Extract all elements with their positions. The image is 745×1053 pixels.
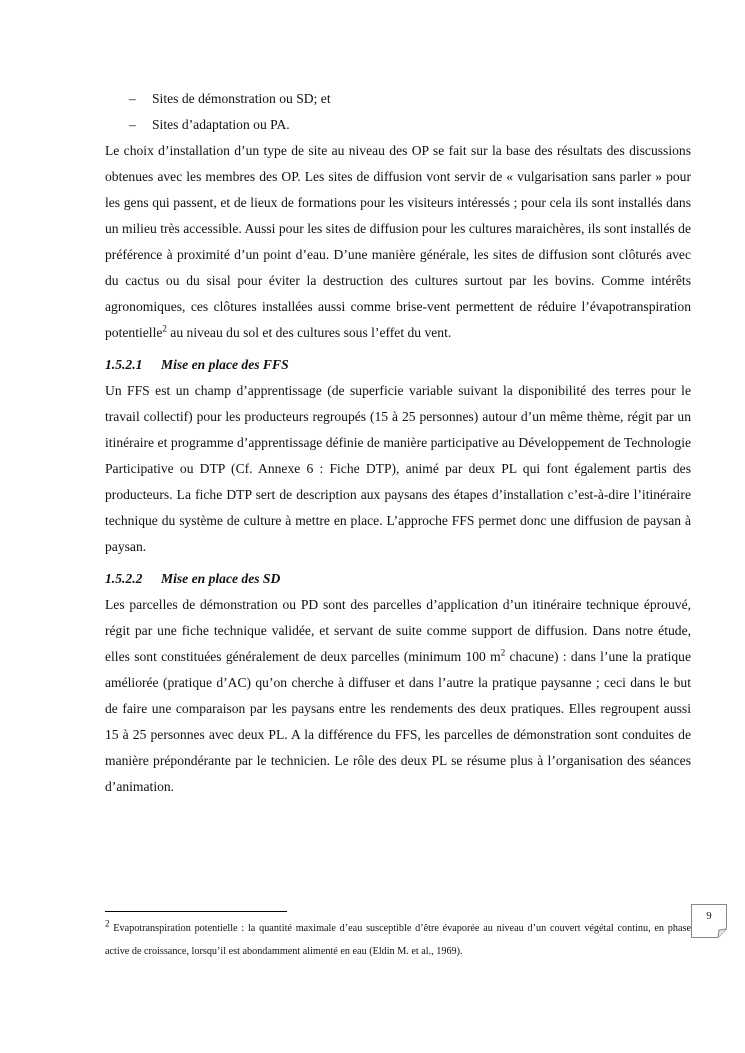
sd-text: Les parcelles de démonstration ou PD sont des parcelles d’application d’un itinéraire technique éprouvé, régit par une fiche technique validée, et servant de suite comme support de diffusion. Dans notre étude, elles sont constituées généralement de deux parcelles (minimum 100 m (105, 597, 691, 664)
page-number-box (691, 904, 727, 938)
section-heading-sd (105, 566, 691, 592)
footnote-marker: 2 (105, 918, 110, 929)
footnote-separator (105, 911, 287, 912)
bullet-dash: – (129, 91, 136, 106)
list-item-text: Sites d’adaptation ou PA. (152, 117, 290, 132)
page-number: 9 (706, 911, 712, 922)
sd-paragraph (105, 592, 691, 800)
footnote-text: Evapotranspiration potentielle : la quantité maximale d’eau susceptible d’être évaporée au niveau d’un couvert végétal continu, en phase active de croissance, lorsqu’il est abondamment alimenté en eau (Eldin M. et al., 1969). (105, 923, 691, 957)
body-text (105, 138, 691, 800)
list-item (105, 112, 691, 138)
section-number: 1.5.2.1 (105, 357, 143, 372)
sd-text-end: chacune) : dans l’une la pratique améliorée (pratique d’AC) qu’on cherche à diffuser et dans l’autre la pratique paysanne ; ceci dans le but de faire une comparaison par les paysans entre les rendements des deux pratiques. Elles regroupent aussi 15 à 25 personnes avec deux PL. A la différence du FFS, les parcelles de démonstration sont conduites de manière prépondérante par le technicien. Le rôle des deux PL se résume plus à l’organisation des séances d’animation. (105, 649, 692, 794)
list-item (105, 86, 691, 112)
section-number: 1.5.2.2 (105, 571, 143, 586)
section-title: Mise en place des FFS (161, 357, 289, 372)
section-heading-ffs (105, 352, 691, 378)
footnote-ref: 2 (162, 323, 167, 334)
bullet-dash: – (129, 117, 136, 132)
footnote (105, 917, 691, 963)
intro-text: Le choix d’installation d’un type de site au niveau des OP se fait sur la base des résultats des discussions obtenues avec les membres des OP. Les sites de diffusion vont servir de « vulgarisation sans parler » pour les gens qui passent, et de lieux de formations pour les visiteurs intéressés ; pour cela ils sont installés dans un milieu très accessible. Aussi pour les sites de diffusion pour les cultures maraichères, ils sont installés de préférence à proximité d’un point d’eau. D’une manière générale, les sites de diffusion sont clôturés avec du cactus ou du sisal pour éviter la destruction des cultures surtout par les bovins. Comme intérêts agronomiques, ces clôtures installées aussi comme brise-vent permettent de réduire l’évapotranspiration potentielle (105, 143, 691, 340)
intro-text-end: au niveau du sol et des cultures sous l’effet du vent. (166, 325, 452, 340)
superscript: 2 (500, 647, 506, 658)
bullet-list (105, 86, 691, 138)
intro-paragraph (105, 138, 691, 346)
ffs-paragraph: Un FFS est un champ d’apprentissage (de superficie variable suivant la disponibilité des terres pour le travail collectif) pour les producteurs regroupés (15 à 25 personnes) autour d’un même thème, régit par un itinéraire et programme d’apprentissage définie de manière participative au Développement de Technologie Participative ou DTP (Cf. Annexe 6 : Fiche DTP), animé par deux PL qui font également partis des producteurs. La fiche DTP sert de description aux paysans des étapes d’installation c’est-à-dire l’itinéraire technique du système de culture à mettre en place. L’approche FFS permet donc une diffusion de paysan à paysan. (105, 383, 691, 554)
section-title: Mise en place des SD (161, 571, 281, 586)
list-item-text: Sites de démonstration ou SD; et (152, 91, 331, 106)
